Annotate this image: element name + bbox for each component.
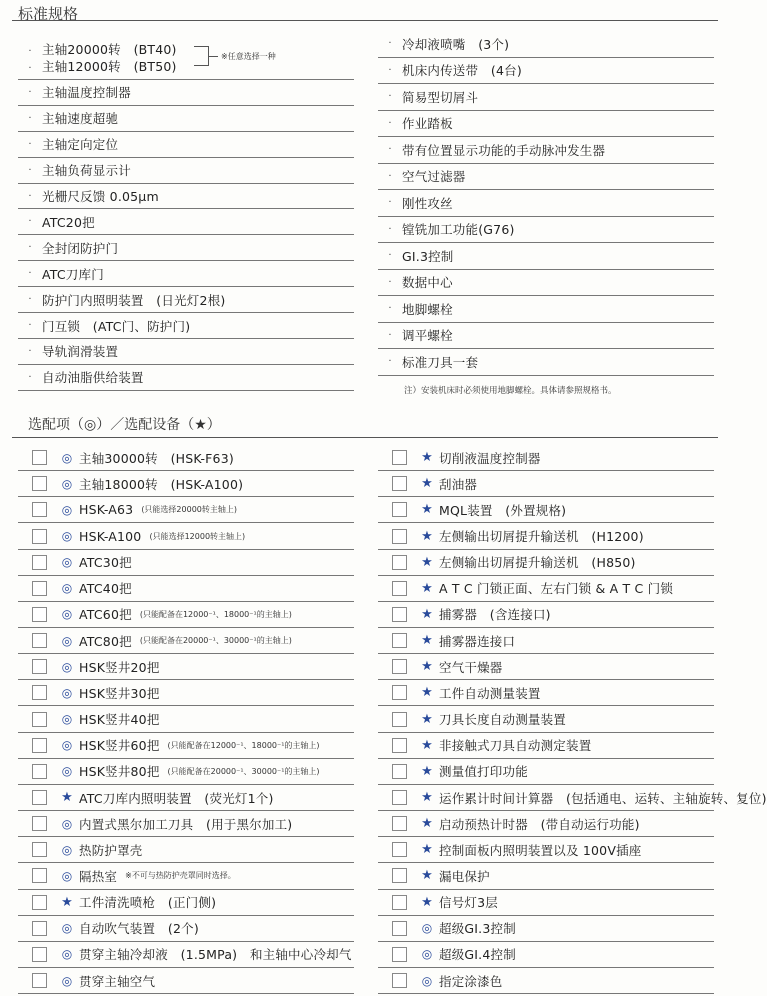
star-icon: ★ (61, 894, 73, 910)
star-icon: ★ (421, 685, 433, 701)
bullet-dot: · (28, 371, 32, 383)
option-label: HSK竖井40把 (79, 712, 160, 728)
standard-item (378, 164, 714, 191)
option-label: 隔热室 (79, 868, 118, 884)
bullet-dot: · (28, 112, 32, 124)
option-row[interactable] (18, 811, 354, 837)
standard-item-label: 主轴12000转 (BT50) (42, 59, 177, 74)
standard-item-label: 主轴负荷显示计 (42, 163, 131, 179)
option-label: 超级GI.3控制 (439, 921, 516, 937)
section-title-standard: 标准规格 (18, 5, 79, 23)
option-row[interactable] (18, 890, 354, 916)
standard-item-label: 防护门内照明装置 (日光灯2根) (42, 292, 226, 308)
double-circle-icon: ◎ (61, 973, 73, 988)
option-label: 贯穿主轴冷却液 (1.5MPa) 和主轴中心冷却气 (79, 947, 352, 963)
star-icon: ★ (421, 502, 433, 518)
double-circle-icon: ◎ (61, 502, 73, 517)
bullet-dot: · (388, 144, 392, 156)
standard-item (18, 106, 354, 132)
pair-note: ※任意选择一种 (221, 52, 276, 61)
double-circle-icon: ◎ (61, 555, 73, 570)
standard-item-label: ATC刀库门 (42, 266, 104, 282)
option-label: 刮油器 (439, 476, 478, 492)
standard-item-label: 简易型切屑斗 (402, 89, 479, 105)
standard-item (378, 111, 714, 138)
option-label: 左侧输出切屑提升输送机 (H850) (439, 555, 636, 571)
option-row[interactable] (378, 707, 714, 733)
option-label: 指定涂漆色 (439, 973, 503, 989)
standard-item-label: 刚性攻丝 (402, 195, 453, 211)
pair-line (18, 57, 177, 75)
standard-item-label: GI.3控制 (402, 248, 454, 264)
bullet-dot: · (28, 138, 32, 150)
bullet-dot: · (28, 164, 32, 176)
star-icon: ★ (421, 476, 433, 492)
option-row[interactable] (378, 550, 714, 576)
double-circle-icon: ◎ (61, 868, 73, 883)
option-checkbox[interactable] (32, 607, 47, 622)
option-label: ATC60把 (79, 607, 132, 623)
option-row[interactable] (18, 576, 354, 602)
option-label: 漏电保护 (439, 868, 490, 884)
standard-item-label: 调平螺栓 (402, 328, 453, 344)
option-row[interactable] (18, 497, 354, 523)
standard-item (378, 58, 714, 85)
option-label: HSK-A100 (79, 528, 142, 544)
option-note: (只能选择12000转主轴上) (149, 531, 246, 541)
option-label: HSK竖井20把 (79, 659, 160, 675)
option-checkbox[interactable] (32, 555, 47, 570)
option-checkbox[interactable] (32, 738, 47, 753)
option-checkbox[interactable] (392, 973, 407, 988)
star-icon: ★ (421, 868, 433, 884)
option-checkbox[interactable] (32, 685, 47, 700)
option-label: 捕雾器连接口 (439, 633, 516, 649)
star-icon: ★ (421, 528, 433, 544)
standard-item (18, 313, 354, 339)
bullet-dot: · (28, 268, 32, 280)
star-icon: ★ (421, 554, 433, 570)
bullet-dot: · (388, 329, 392, 341)
standard-item-label: 全封闭防护门 (42, 240, 119, 256)
option-row[interactable] (378, 497, 714, 523)
standard-item-label: 数据中心 (402, 275, 453, 291)
option-checkbox[interactable] (392, 633, 407, 648)
option-checkbox[interactable] (32, 816, 47, 831)
bullet-dot: · (388, 356, 392, 368)
option-label: 信号灯3层 (439, 895, 498, 911)
option-label: HSK-A63 (79, 502, 134, 518)
standard-item-label: 主轴速度超驰 (42, 111, 119, 127)
option-checkbox[interactable] (32, 764, 47, 779)
option-note: ※不可与热防护壳罩同时选择。 (125, 871, 236, 881)
standard-item-label: 标准刀具一套 (402, 354, 479, 370)
option-row[interactable] (18, 733, 354, 759)
option-checkbox[interactable] (32, 973, 47, 988)
option-note: (只能选择20000转主轴上) (141, 505, 238, 515)
standard-item-label: 镗铣加工功能(G76) (402, 222, 515, 238)
option-label: HSK竖井30把 (79, 685, 160, 701)
bullet-dot: · (388, 117, 392, 129)
option-label: ATC80把 (79, 633, 132, 649)
double-circle-icon: ◎ (61, 947, 73, 962)
standard-item (378, 31, 714, 58)
option-label: 空气干燥器 (439, 659, 503, 675)
option-row[interactable] (378, 837, 714, 863)
standard-item-label: 地脚螺栓 (402, 301, 453, 317)
option-checkbox[interactable] (392, 764, 407, 779)
standard-item (378, 137, 714, 164)
bullet-dot: · (28, 46, 32, 57)
double-circle-icon: ◎ (61, 685, 73, 700)
standard-item (18, 287, 354, 313)
double-circle-icon: ◎ (61, 816, 73, 831)
bracket (194, 46, 209, 66)
bullet-dot: · (28, 86, 32, 98)
pair-line (18, 40, 177, 58)
option-label: 贯穿主轴空气 (79, 973, 156, 989)
option-row[interactable] (378, 471, 714, 497)
option-row[interactable] (378, 523, 714, 549)
section-divider (12, 20, 718, 21)
option-row[interactable] (378, 733, 714, 759)
standard-item-label: ATC20把 (42, 214, 95, 230)
standard-item-label: 主轴温度控制器 (42, 85, 131, 101)
option-checkbox[interactable] (392, 895, 407, 910)
option-row[interactable] (378, 576, 714, 602)
standard-footnote: 注）安装机床时必须使用地脚螺栓。具体请参照规格书。 (404, 386, 617, 396)
double-circle-icon: ◎ (61, 712, 73, 727)
bullet-dot: · (28, 320, 32, 332)
option-note: (只能配备在20000⁻¹、30000⁻¹的主轴上) (167, 766, 320, 776)
standard-item (18, 210, 354, 236)
option-note: (只能配备在20000⁻¹、30000⁻¹的主轴上) (139, 636, 292, 646)
option-label: ATC40把 (79, 581, 132, 597)
standard-item-label: 机床内传送带 (4台) (402, 63, 522, 79)
option-label: 捕雾器 (含连接口) (439, 607, 551, 623)
option-label: ATC刀库内照明装置 (荧光灯1个) (79, 790, 274, 806)
bullet-dot: · (28, 190, 32, 202)
option-checkbox[interactable] (392, 868, 407, 883)
option-label: 主轴30000转 (HSK-F63) (79, 450, 234, 466)
standard-item (18, 235, 354, 261)
option-checkbox[interactable] (32, 450, 47, 465)
option-row[interactable] (18, 942, 354, 968)
option-checkbox[interactable] (32, 895, 47, 910)
option-checkbox[interactable] (32, 529, 47, 544)
standard-item (18, 158, 354, 184)
standard-item (378, 84, 714, 111)
double-circle-icon: ◎ (61, 633, 73, 648)
standard-item (378, 217, 714, 244)
star-icon: ★ (421, 633, 433, 649)
option-row[interactable] (18, 863, 354, 889)
option-row[interactable] (18, 602, 354, 628)
option-row[interactable] (378, 628, 714, 654)
option-row[interactable] (18, 785, 354, 811)
standard-item (378, 296, 714, 323)
section-divider (12, 437, 718, 438)
option-checkbox[interactable] (32, 947, 47, 962)
standard-item-label: 主轴20000转 (BT40) (42, 42, 177, 57)
bullet-dot: · (388, 250, 392, 262)
double-circle-icon: ◎ (61, 607, 73, 622)
option-checkbox[interactable] (392, 476, 407, 491)
option-checkbox[interactable] (32, 790, 47, 805)
option-label: 自动吹气装置 (2个) (79, 921, 199, 937)
option-label: 热防护罩壳 (79, 842, 143, 858)
option-label: HSK竖井60把 (79, 738, 160, 754)
standard-item (18, 132, 354, 158)
bullet-dot: · (28, 242, 32, 254)
standard-item (378, 270, 714, 297)
standard-item-label: 空气过滤器 (402, 169, 466, 185)
option-label: 工件自动测量装置 (439, 685, 541, 701)
option-checkbox[interactable] (392, 712, 407, 727)
option-checkbox[interactable] (392, 685, 407, 700)
standard-item-label: 自动油脂供给装置 (42, 370, 144, 386)
option-row[interactable] (18, 550, 354, 576)
standard-item-label: 冷却液喷嘴 (3个) (402, 36, 510, 52)
star-icon: ★ (421, 790, 433, 805)
bullet-dot: · (388, 38, 392, 50)
option-row[interactable] (378, 968, 714, 994)
bullet-dot: · (28, 216, 32, 228)
double-circle-icon: ◎ (61, 659, 73, 674)
option-row[interactable] (378, 680, 714, 706)
option-label: 左侧输出切屑提升输送机 (H1200) (439, 529, 644, 544)
option-checkbox[interactable] (32, 868, 47, 883)
standard-item (18, 184, 354, 210)
bullet-dot: · (388, 91, 392, 103)
section-title-optional: 选配项（◎）／选配设备（★） (28, 417, 221, 433)
standard-item-label: 光栅尺反馈 0.05μm (42, 189, 159, 205)
star-icon: ★ (61, 790, 73, 805)
option-checkbox[interactable] (32, 712, 47, 727)
option-checkbox[interactable] (392, 659, 407, 674)
option-row[interactable] (18, 471, 354, 497)
option-row[interactable] (18, 759, 354, 785)
option-label: 控制面板内照明装置以及 100V插座 (439, 842, 642, 858)
bracket-connector (208, 56, 218, 57)
option-checkbox[interactable] (392, 450, 407, 465)
star-icon: ★ (421, 606, 433, 622)
standard-item (378, 323, 714, 350)
option-row[interactable] (378, 811, 714, 837)
bullet-dot: · (388, 276, 392, 288)
star-icon: ★ (421, 737, 433, 753)
bullet-dot: · (28, 345, 32, 357)
double-circle-icon: ◎ (421, 973, 433, 988)
option-checkbox[interactable] (392, 790, 407, 805)
option-checkbox[interactable] (32, 842, 47, 857)
bullet-dot: · (388, 223, 392, 235)
star-icon: ★ (421, 659, 433, 675)
double-circle-icon: ◎ (61, 738, 73, 753)
option-label: 测量值打印功能 (439, 764, 528, 780)
option-checkbox[interactable] (392, 947, 407, 962)
standard-item (378, 243, 714, 270)
bullet-dot: · (388, 64, 392, 76)
standard-item (18, 339, 354, 365)
star-icon: ★ (421, 894, 433, 910)
option-row[interactable] (18, 628, 354, 654)
option-row[interactable] (378, 602, 714, 628)
bullet-dot: · (388, 197, 392, 209)
option-label: 切削液温度控制器 (439, 450, 541, 466)
option-label: HSK竖井80把 (79, 764, 160, 780)
option-label: 内置式黑尔加工刀具 (用于黑尔加工) (79, 816, 293, 832)
option-label: 运作累计时间计算器 (包括通电、运转、主轴旋转、复位) (439, 790, 767, 806)
option-row[interactable] (18, 707, 354, 733)
option-checkbox[interactable] (392, 502, 407, 517)
bullet-dot: · (388, 170, 392, 182)
option-row[interactable] (18, 445, 354, 471)
star-icon: ★ (421, 450, 433, 466)
standard-item-label: 导轨润滑装置 (42, 344, 119, 360)
double-circle-icon: ◎ (61, 921, 73, 936)
double-circle-icon: ◎ (61, 476, 73, 491)
option-row[interactable] (378, 863, 714, 889)
option-row[interactable] (378, 942, 714, 968)
standard-item-label: 作业踏板 (402, 116, 453, 132)
option-row[interactable] (18, 654, 354, 680)
option-label: 超级GI.4控制 (439, 947, 516, 963)
star-icon: ★ (421, 842, 433, 858)
option-checkbox[interactable] (392, 816, 407, 831)
option-label: 非接触式刀具自动测定装置 (439, 738, 592, 754)
standard-item (378, 349, 714, 376)
option-label: 工件清洗喷枪 (正门侧) (79, 895, 217, 911)
option-row[interactable] (378, 445, 714, 471)
option-label: 启动预热计时器 (带自动运行功能) (439, 816, 640, 832)
option-note: (只能配备在12000⁻¹、18000⁻¹的主轴上) (167, 740, 320, 750)
standard-item (378, 190, 714, 217)
option-row[interactable] (18, 968, 354, 994)
star-icon: ★ (421, 580, 433, 596)
option-label: MQL装置 (外置规格) (439, 502, 567, 518)
option-row[interactable] (378, 654, 714, 680)
option-row[interactable] (18, 680, 354, 706)
option-row[interactable] (18, 837, 354, 863)
standard-item-pair (18, 36, 354, 80)
option-row[interactable] (18, 523, 354, 549)
double-circle-icon: ◎ (61, 764, 73, 779)
option-checkbox[interactable] (32, 921, 47, 936)
option-checkbox[interactable] (32, 502, 47, 517)
bullet-dot: · (28, 294, 32, 306)
option-row[interactable] (378, 916, 714, 942)
standard-item-label: 门互锁 (ATC门、防护门) (42, 318, 191, 334)
star-icon: ★ (421, 763, 433, 779)
double-circle-icon: ◎ (61, 450, 73, 465)
option-checkbox[interactable] (32, 476, 47, 491)
option-row[interactable] (18, 916, 354, 942)
option-checkbox[interactable] (392, 529, 407, 544)
option-checkbox[interactable] (32, 581, 47, 596)
option-label: 主轴18000转 (HSK-A100) (79, 476, 244, 492)
option-label: ATC30把 (79, 555, 132, 571)
option-row[interactable] (378, 759, 714, 785)
option-checkbox[interactable] (392, 738, 407, 753)
double-circle-icon: ◎ (61, 529, 73, 543)
option-checkbox[interactable] (392, 555, 407, 570)
option-checkbox[interactable] (392, 842, 407, 857)
option-row[interactable] (378, 785, 767, 811)
standard-item (18, 261, 354, 287)
star-icon: ★ (421, 711, 433, 727)
option-label: 刀具长度自动测量装置 (439, 712, 567, 728)
star-icon: ★ (421, 816, 433, 832)
option-checkbox[interactable] (32, 633, 47, 648)
option-checkbox[interactable] (32, 659, 47, 674)
standard-item-label: 带有位置显示功能的手动脉冲发生器 (402, 142, 606, 158)
option-row[interactable] (378, 890, 714, 916)
double-circle-icon: ◎ (61, 842, 73, 857)
double-circle-icon: ◎ (61, 581, 73, 596)
double-circle-icon: ◎ (421, 947, 433, 962)
bullet-dot: · (28, 63, 32, 74)
bullet-dot: · (388, 303, 392, 315)
option-label: A T C 门锁正面、左右门锁 & A T C 门锁 (439, 581, 674, 597)
standard-item (18, 365, 354, 391)
standard-item-label: 主轴定向定位 (42, 137, 119, 153)
option-note: (只能配备在12000⁻¹、18000⁻¹的主轴上) (139, 609, 292, 619)
option-checkbox[interactable] (392, 581, 407, 596)
double-circle-icon: ◎ (421, 921, 433, 936)
standard-item (18, 80, 354, 106)
option-checkbox[interactable] (392, 921, 407, 936)
option-checkbox[interactable] (392, 607, 407, 622)
